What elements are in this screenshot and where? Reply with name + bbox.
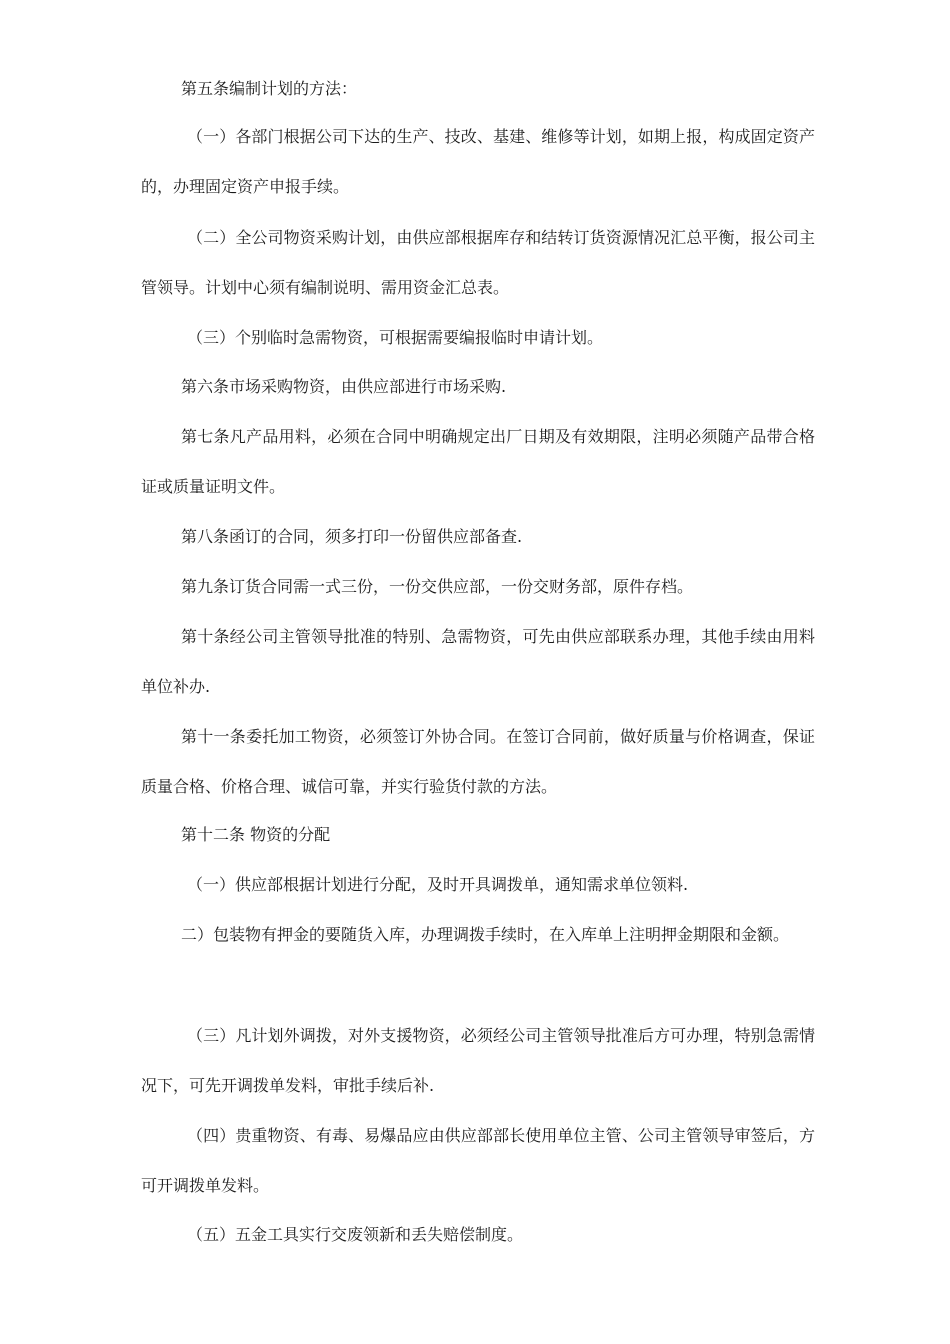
article-6: 第六条市场采购物资，由供应部进行市场采购. [181,377,507,396]
article-5-item-3: （三）个别临时急需物资，可根据需要编报临时申请计划。 [187,328,604,347]
article-12-item-4: （四）贵重物资、有毒、易爆品应由供应部部长使用单位主管、公司主管领导审签后，方可开调拨单发料。 [141,1126,815,1195]
article-8: 第八条函订的合同，须多打印一份留供应部备查. [181,527,523,546]
article-5-item-2: （二）全公司物资采购计划，由供应部根据库存和结转订货资源情况汇总平衡，报公司主管领导。计划中心须有编制说明、需用资金汇总表。 [141,228,815,297]
article-5-item-1: （一）各部门根据公司下达的生产、技改、基建、维修等计划，如期上报，构成固定资产的，办理固定资产申报手续。 [141,127,815,196]
article-12-item-1: （一）供应部根据计划进行分配，及时开具调拨单，通知需求单位领料. [187,875,689,894]
article-10: 第十条经公司主管领导批准的特别、急需物资，可先由供应部联系办理，其他手续由用料单位补办. [141,627,815,696]
article-12-item-2: 二）包装物有押金的要随货入库，办理调拨手续时，在入库单上注明押金期限和金额。 [181,925,790,944]
article-5-heading: 第五条编制计划的方法： [181,79,358,98]
article-12-item-5: （五）五金工具实行交废领新和丢失赔偿制度。 [187,1225,524,1244]
article-9: 第九条订货合同需一式三份，一份交供应部，一份交财务部，原件存档。 [181,577,694,596]
article-11: 第十一条委托加工物资，必须签订外协合同。在签订合同前，做好质量与价格调查，保证质量合格、价格合理、诚信可靠，并实行验货付款的方法。 [141,727,815,796]
article-12-item-3: （三）凡计划外调拨，对外支援物资，必须经公司主管领导批准后方可办理，特别急需情况下，可先开调拨单发料，审批手续后补. [141,1026,815,1095]
article-7: 第七条凡产品用料，必须在合同中明确规定出厂日期及有效期限，注明必须随产品带合格证或质量证明文件。 [141,427,815,496]
article-12-heading: 第十二条 物资的分配 [181,825,331,844]
